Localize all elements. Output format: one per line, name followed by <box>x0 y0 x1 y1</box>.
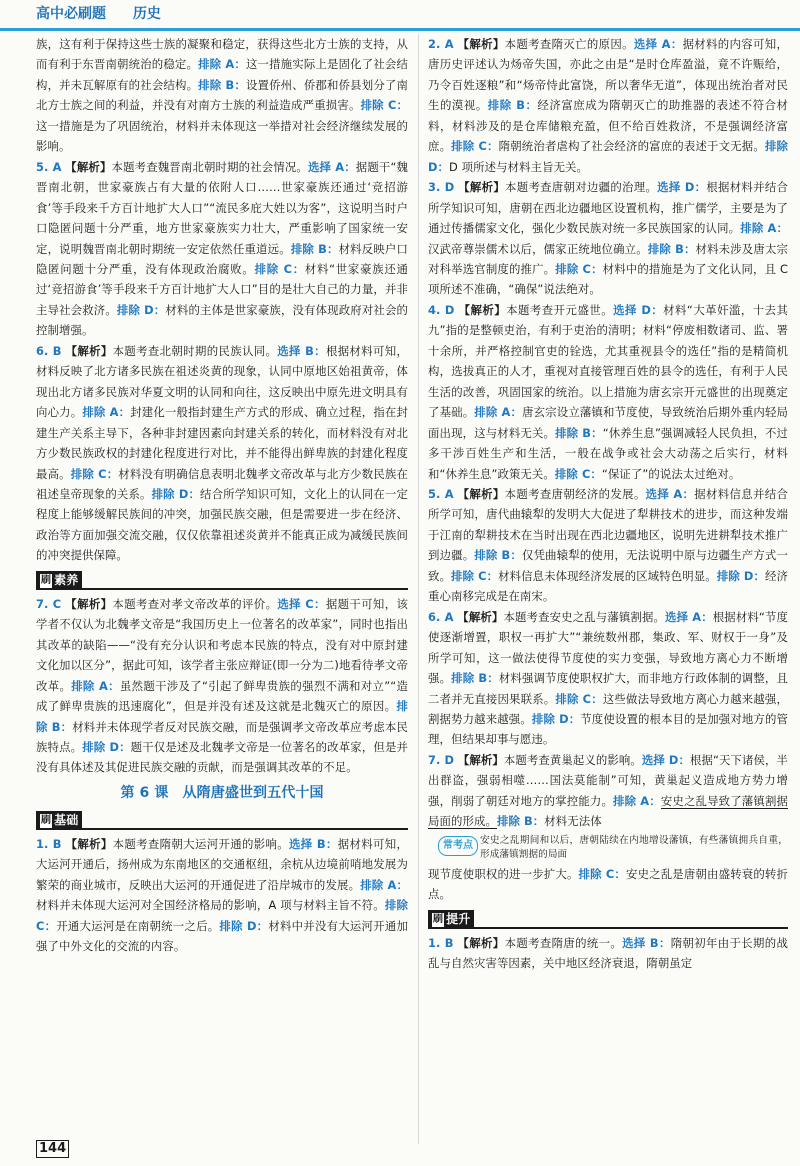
header-rule <box>0 28 800 31</box>
answer-7-right-cont: 现节度使职权的进一步扩大。排除 C：安史之乱是唐朝由盛转衰的转折点。 <box>428 866 789 902</box>
answer-2: 2. A 【解析】本题考查隋灭亡的原因。选择 A：据材料的内容可知，唐历史评述认为炀帝失国，亦此之由是“是时仓库盈溢，竟不许赈给，乃令百姓逐粮”和“炀帝恃此富饶，所以奢华无道”，体现出统治者对民生的漠视。排除 B：经济富庶成为隋朝灭亡的助推器的表述不符合材料，材料涉及的是仓库储粮充盈，但不给百姓救济，不是强调经济富庶。排除 C：隋朝统治者虐构了社会经济的富庶的表述于文无据。排除 D：D 项所述与材料主旨无关。 <box>428 37 789 174</box>
section-header-jichu: 刷 基础 <box>36 810 408 832</box>
lesson-title: 第 6 课 从隋唐盛世到五代十国 <box>120 784 324 801</box>
right-column <box>428 34 788 973</box>
section-header-tisheng: 刷 提升 <box>428 909 788 931</box>
book-title: 高中必刷题 <box>36 6 106 22</box>
answer-6: 6. B 【解析】本题考查北朝时期的民族认同。选择 B：根据材料可知，材料反映了北方诸多民族在祖述炎黄的现象，认同中原地区始祖黄帝，体现出北方诸多民族对华夏文明的认同和向往，这反映出中原先进文明具有向心力。排除 A：封建化一般指封建生产方式的形成、确立过程，指在封建生产关系主导下，各种非封建因素向封建关系的转化，而材料没有对北方少数民族政权的封建化程度进行对比，并不能得出鲜卑族的封建化程度最高。排除 C：材料没有明确信息表明北魏孝文帝改革与北方少数民族在祖述皇帝现象的关系。排除 D：结合所学知识可知，文化上的认同在一定程度上能够缓解民族间的冲突，加强民族交融，但是需要进一步在经济、政治等方面加强交流交融，仅仅依靠祖述炎黄并不能真正成为减缓民族间的冲突提供保障。 <box>36 343 408 563</box>
section-header-suyang: 刷 素养 <box>36 570 408 592</box>
answer-7-right: 7. D 【解析】本题考查黄巢起义的影响。选择 D：根据“天下诸侯，半出群盗，强弱相噬……国法莫能制”可知，黄巢起义造成地方势力增强，削弱了朝廷对地方的掌控能力。排除 A：安史之乱导致了藩镇割据局面的形成。排除 B：材料无法体 <box>428 752 789 829</box>
answer-1-advanced: 1. B 【解析】本题考查隋唐的统一。选择 B：隋朝初年由于长期的战乱与自然灾害等因素，关中地区经济衰退，隋朝虽定 <box>428 935 788 971</box>
key-point-text: 安史之乱期间和以后，唐朝陆续在内地增设藩镇，有些藩镇拥兵自重，形成藩镇割据的局面 <box>480 834 788 860</box>
running-header <box>36 3 183 25</box>
answer-5-right: 5. A 【解析】本题考查唐朝经济的发展。选择 A：据材料信息并结合所学可知，唐代曲辕犁的发明大大促进了犁耕技术的进步，而这种发端于江南的犁耕技术在当时出现在西北边疆地区，说明先进耕犁技术推广到边疆。排除 B：仅凭曲辕犁的使用，无法说明中原与边疆生产方式一致。排除 C：材料信息未体现经济发展的区域特色明显。排除 D：经济重心南移完成是在南宋。 <box>428 486 789 604</box>
left-column <box>36 34 408 957</box>
column-divider <box>418 34 419 1144</box>
key-point-note <box>438 834 788 862</box>
page-number: 144 <box>36 1140 69 1158</box>
answer-7: 7. C 【解析】本题考查对孝文帝改革的评价。选择 C：据题干可知，该学者不仅认为北魏孝文帝是“我国历史上一位著名的改革家”，同时也指出其改革的缺陷——“没有充分认识和考虑本民族的特点，没有对中原封建文化加以区分”，据此可知，该学者主张应辩证(即一分为二)地看待孝文帝改革。排除 A：虽然题干涉及了“引起了鲜卑贵族的强烈不满和对立”“造成了鲜卑贵族的迅速腐化”，但是并没有述及这就是北魏灭亡的原因。排除 B：材料并未体现学者反对民族交融，而是强调孝文帝改革应考虑本民族特点。排除 D：题干仅是述及北魏孝文帝是一位著名的改革家，但是并没有具体述及其促进民族交融的贡献，而是强调其改革的不足。 <box>36 596 408 775</box>
answer-6-right: 6. A 【解析】本题考查安史之乱与藩镇割据。选择 A：根据材料“节度使逐渐增置，职权一再扩大”“兼统数州郡，集政、军、财权于一身”及所学可知，这一做法使得节度使的实力变强，导致地方离心力不断增强。排除 B：材料强调节度使职权扩大，而非地方行政体制的调整，且二者并无直接因果联系。排除 C：这些做法导致地方离心力越来越强，割据势力越来越强。排除 D：节度使设置的根本目的是加强对地方的管理，但结果却事与愿违。 <box>428 609 789 747</box>
answer-1-basic: 1. B 【解析】本题考查隋朝大运河开通的影响。选择 B：据材料可知，大运河开通后，扬州成为东南地区的交通枢纽，余杭从边境前哨地发展为繁荣的商业城市，反映出大运河的开通促进了沿岸城市的发展。排除 A：材料并未体现大运河对全国经济格局的影响，A 项与材料主旨不符。排除 C：开通大运河是在南朝统一之后。排除 D：材料中并没有大运河开通加强了中外文化的交流的内容。 <box>36 836 409 954</box>
answer-3: 3. D 【解析】本题考查唐朝对边疆的治理。选择 D：根据材料并结合所学知识可知，唐朝在西北边疆地区设置机构，推广儒学，主要是为了通过传播儒家文化，强化少数民族对统一多民族国家的认同。排除 A：汉武帝尊崇儒术以后，儒家正统地位确立。排除 B：材料未涉及唐太宗对科举选官制度的推广。排除 C：材料中的措施是为了文化认同，且 C 项所述不准确，“确保”说法绝对。 <box>428 180 789 297</box>
subject-title: 历史 <box>132 6 161 22</box>
answer-4: 4. D 【解析】本题考查开元盛世。选择 D：材料“大革奸滥，十去其九”指的是整顿吏治，有利于吏治的清明；材料“停废相数诸司、监、署十余所，并严格控制官吏的铨选，尤其重视县令的选任”指的是精简机构，选拔真正的人才，重视对直接管理百姓的县令的选任，有利于人民生活的改善，巩固国家的统治。以上措施为唐玄宗开元盛世的出现奠定了基础。排除 A：唐玄宗设立藩镇和节度使，导致统治后期外重内轻局面出现，这与材料无关。排除 B：“休养生息”强调减轻人民负担，不过多干涉百姓生产和生活，一般在战争或社会大动荡之后实行，材料和“休养生息”政策无关。排除 C：“保证了”的说法太过绝对。 <box>428 302 788 481</box>
answer-5: 5. A 【解析】本题考查魏晋南北朝时期的社会情况。选择 A：据题干“魏晋南北朝，世家豪族占有大量的依附人口……世家豪族还通过‘竞招游食’等手段来千方百计地扩大人口”“流民多庇大姓以为客”，这说明当时户口隐匿问题十分严重，地方世家豪族实力壮大，严重影响了国家统一安定，说明魏晋南北朝时期统一安定依然任重道远。排除 B：材料反映户口隐匿问题十分严重，没有体现政治腐败。排除 C：材料“世家豪族还通过‘竞招游食’等手段来千方百计地扩大人口”目的是壮大自己的力量，并非主导社会救济。排除 D：材料的主体是世家豪族，没有体现政府对社会的控制增强。 <box>36 159 409 338</box>
continued-answer: 族，这有利于保持这些士族的凝聚和稳定，获得这些北方士族的支持，从而有利于东晋南朝统治的稳定。排除 A：这一措施实际上是固化了社会结构，并未瓦解原有的社会结构。排除 B：设置侨州、侨郡和侨县划分了南北方士族之间的利益，并没有对南方士族的利益造成严重损害。排除 C：这一措施是为了巩固统治，材料并未体现这一举措对社会经济继续发展的影响。 <box>36 37 408 154</box>
key-point-badge: 常考点 <box>438 836 478 856</box>
